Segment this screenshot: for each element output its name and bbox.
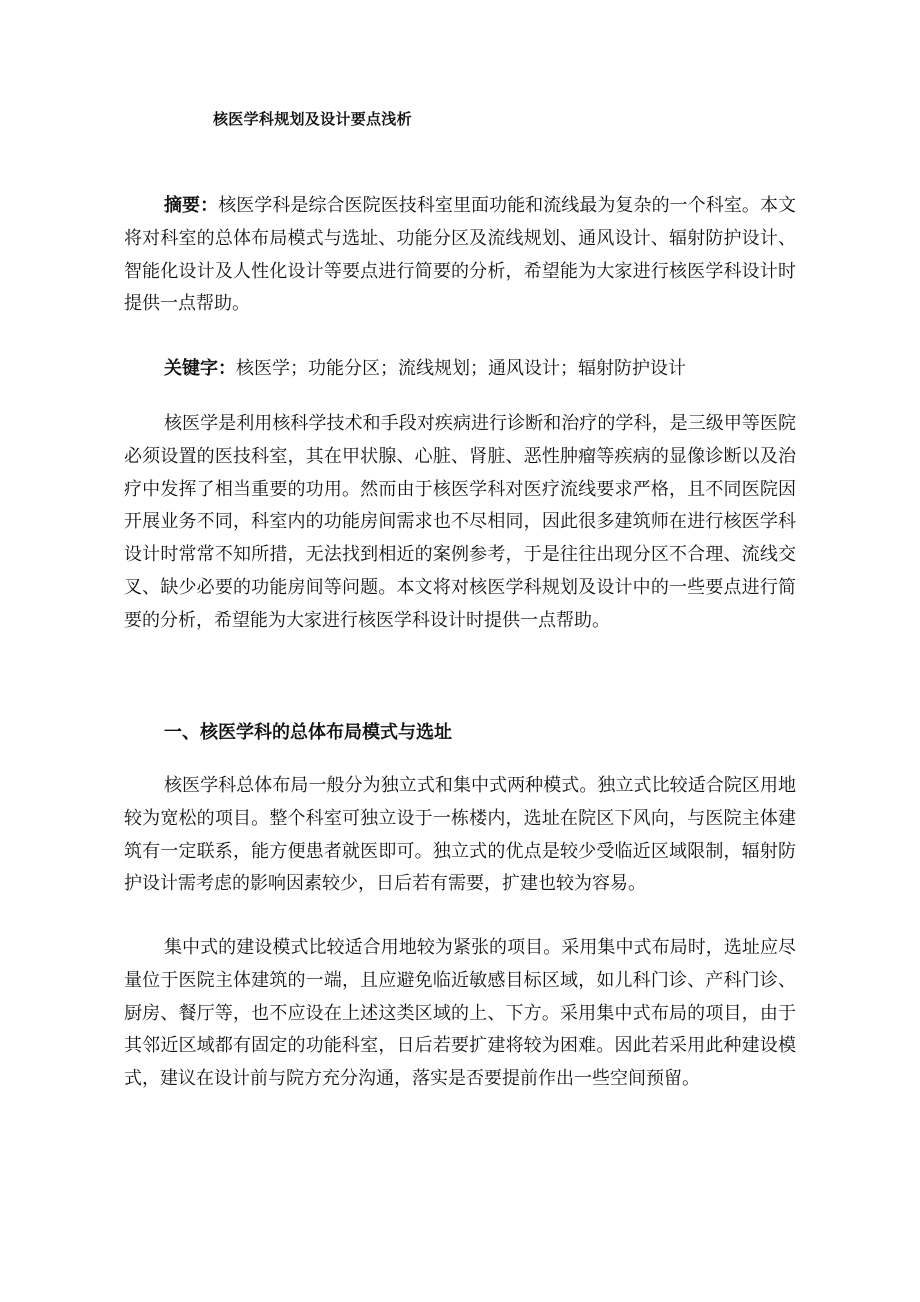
- abstract-text: 核医学科是综合医院医技科室里面功能和流线最为复杂的一个科室。本文将对科室的总体布局模式与选址、功能分区及流线规划、通风设计、辐射防护设计、智能化设计及人性化设计等要点进行简要的分析，希望能为大家进行核医学科设计时提供一点帮助。: [124, 195, 797, 315]
- section-paragraph-1: 核医学科总体布局一般分为独立式和集中式两种模式。独立式比较适合院区用地较为宽松的项目。整个科室可独立设于一栋楼内，选址在院区下风向，与医院主体建筑有一定联系，能方便患者就医即可。独立式的优点是较少受临近区域限制，辐射防护设计需考虑的影响因素较少，日后若有需要，扩建也较为容易。: [124, 775, 796, 895]
- abstract-paragraph: [124, 190, 796, 321]
- document-title: 核医学科规划及设计要点浅析: [213, 110, 412, 128]
- intro-paragraph: 核医学是利用核科学技术和手段对疾病进行诊断和治疗的学科，是三级甲等医院必须设置的医技科室，其在甲状腺、心脏、肾脏、恶性肿瘤等疾病的显像诊断以及治疗中发挥了相当重要的功用。然而由于核医学科对医疗流线要求严格，且不同医院因开展业务不同，科室内的功能房间需求也不尽相同，因此很多建筑师在进行核医学科设计时常常不知所措，无法找到相近的案例参考，于是往往出现分区不合理、流线交叉、缺少必要的功能房间等问题。本文将对核医学科规划及设计中的一些要点进行简要的分析，希望能为大家进行核医学科设计时提供一点帮助。: [124, 413, 796, 631]
- keywords-paragraph: [124, 353, 796, 386]
- section-heading: 一、核医学科的总体布局模式与选址: [164, 722, 452, 743]
- keywords-label: 关键字：: [164, 358, 236, 379]
- keywords-text: 核医学；功能分区；流线规划；通风设计；辐射防护设计: [236, 358, 686, 379]
- abstract-label: 摘要：: [164, 195, 219, 216]
- section-paragraph-2: 集中式的建设模式比较适合用地较为紧张的项目。采用集中式布局时，选址应尽量位于医院主体建筑的一端，且应避免临近敏感目标区域，如儿科门诊、产科门诊、厨房、餐厅等，也不应设在上述这类区域的上、下方。采用集中式布局的项目，由于其邻近区域都有固定的功能科室，日后若要扩建将较为困难。因此若采用此种建设模式，建议在设计前与院方充分沟通，落实是否要提前作出一些空间预留。: [124, 937, 796, 1090]
